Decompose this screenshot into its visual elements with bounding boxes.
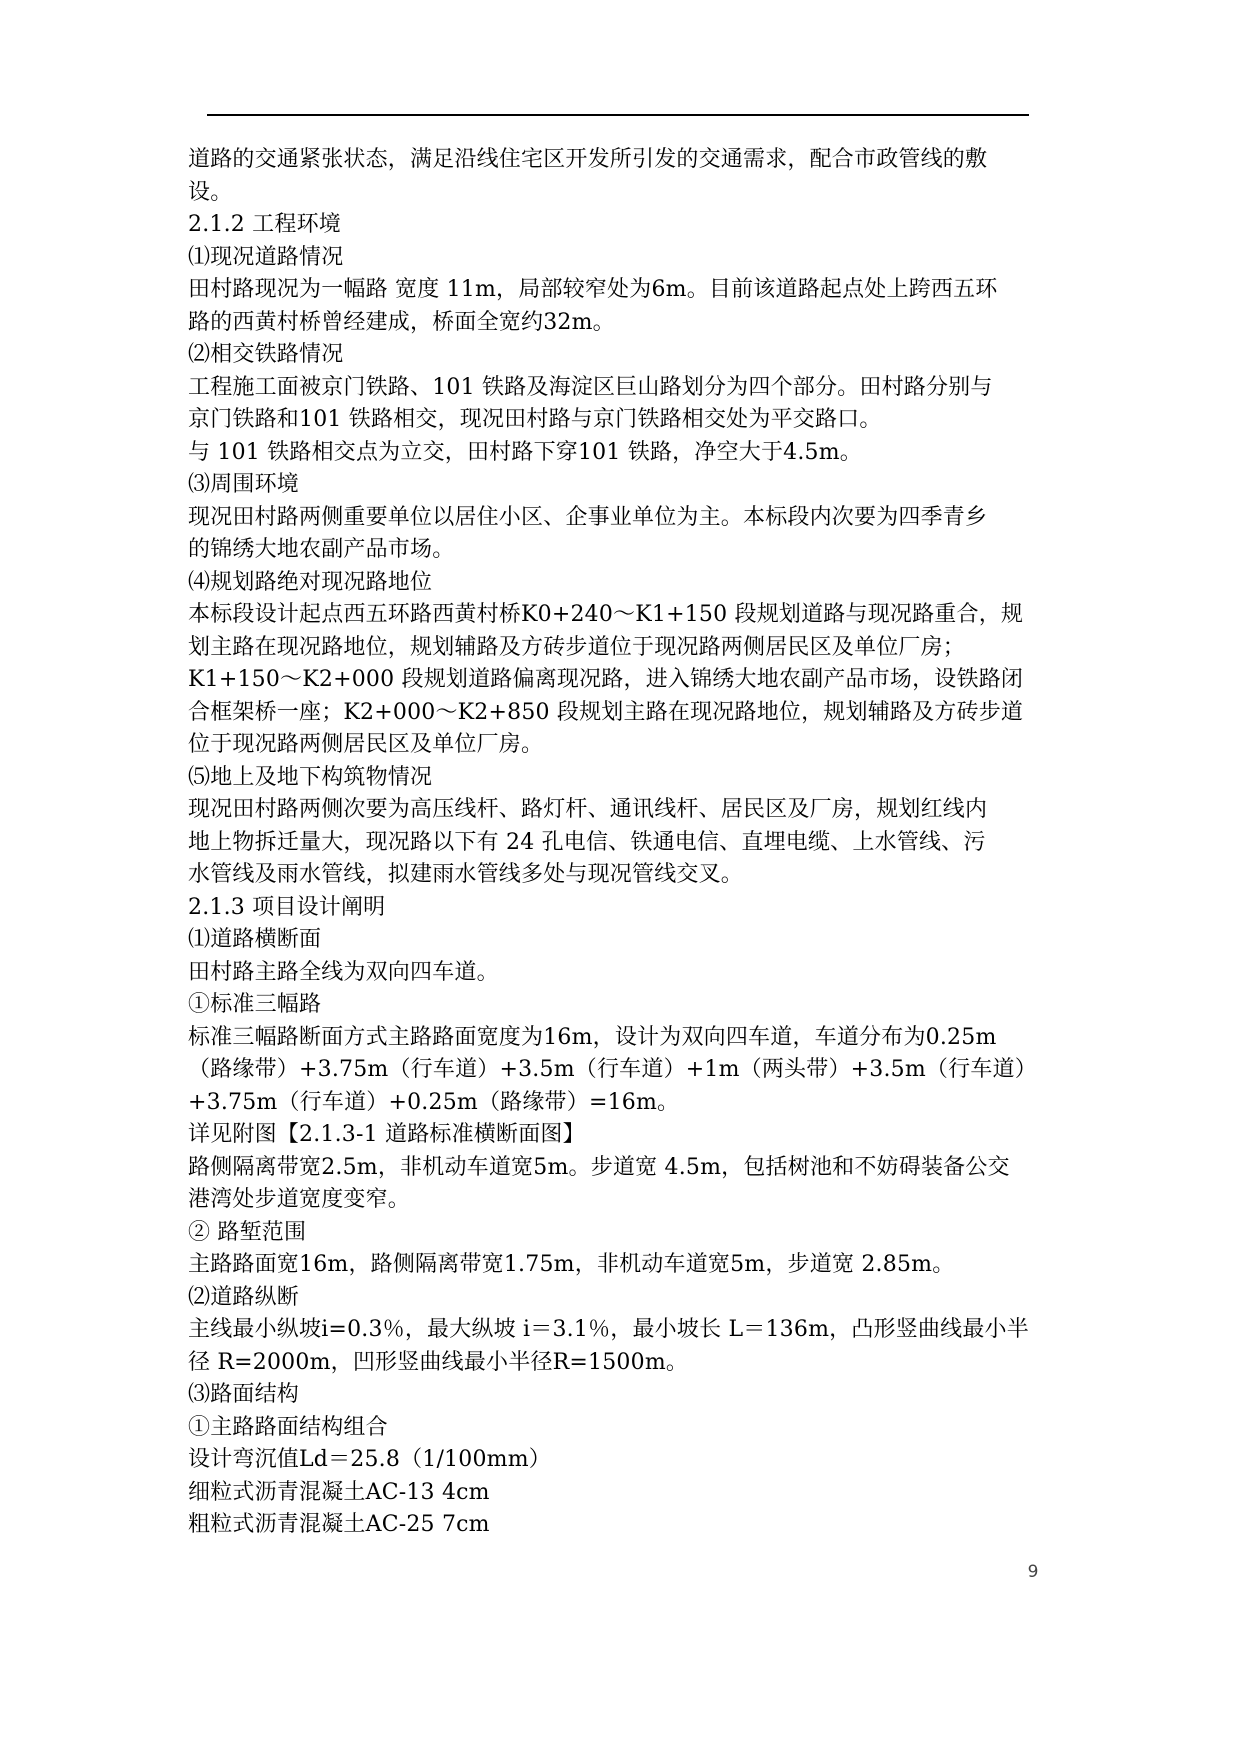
text-line: （路缘带）+3.75m（行车道）+3.5m（行车道）+1m（两头带）+3.5m（行车道）	[188, 1057, 1037, 1082]
text-line: 地上物拆迁量大，现况路以下有 24 孔电信、铁通电信、直埋电缆、上水管线、污	[188, 829, 986, 855]
text-line: ⑶周围环境	[188, 472, 300, 497]
text-line: +3.75m（行车道）+0.25m（路缘带）=16m。	[188, 1089, 680, 1115]
text-line: 主线最小纵坡i=0.3％，最大纵坡 i＝3.1％，最小坡长 L＝136m，凸形竖曲线最小半	[188, 1317, 1029, 1342]
text-line: 现况田村路两侧重要单位以居住小区、企事业单位为主。本标段内次要为四季青乡	[188, 504, 988, 530]
text-line: ⑴道路横断面	[188, 927, 322, 952]
text-line: 本标段设计起点西五环路西黄村桥K0+240～K1+150 段规划道路与现况路重合，规	[188, 602, 1024, 627]
text-line: 现况田村路两侧次要为高压线杆、路灯杆、通讯线杆、居民区及厂房，规划红线内	[188, 797, 988, 822]
text-line: ①标准三幅路	[188, 992, 322, 1017]
text-line: 港湾处步道宽度变窄。	[188, 1187, 411, 1212]
text-line: 道路的交通紧张状态，满足沿线住宅区开发所引发的交通需求，配合市政管线的敷	[188, 147, 988, 172]
text-line: ⑶路面结构	[188, 1382, 300, 1407]
text-line: 田村路现况为一幅路 宽度 11m，局部较窄处为6m。目前该道路起点处上跨西五环	[188, 277, 998, 302]
text-line: ② 路堑范围	[188, 1219, 307, 1245]
text-line: 的锦绣大地农副产品市场。	[188, 537, 455, 562]
text-line: 路侧隔离带宽2.5m，非机动车道宽5m。步道宽 4.5m，包括树池和不妨碍装备公交	[188, 1154, 1010, 1180]
document-body	[188, 144, 1068, 1542]
page-number: 9	[1027, 1562, 1039, 1582]
text-line: ⑵道路纵断	[188, 1284, 300, 1310]
text-line: 粗粒式沥青混凝土AC-25 7cm	[188, 1512, 490, 1537]
text-line: 2.1.2 工程环境	[188, 212, 341, 237]
text-line: ⑸地上及地下构筑物情况	[188, 764, 433, 790]
text-line: K1+150～K2+000 段规划道路偏离现况路，进入锦绣大地农副产品市场，设铁路闭	[188, 667, 1024, 692]
text-line: ⑴现况道路情况	[188, 244, 344, 270]
text-line: 合框架桥一座；K2+000～K2+850 段规划主路在现况路地位，规划辅路及方砖步道	[188, 699, 1024, 725]
text-line: 主路路面宽16m，路侧隔离带宽1.75m，非机动车道宽5m，步道宽 2.85m。	[188, 1252, 955, 1277]
text-line: ⑵相交铁路情况	[188, 342, 344, 367]
text-line: 设。	[188, 179, 233, 205]
header-rule	[207, 114, 1029, 116]
text-line: ①主路路面结构组合	[188, 1414, 388, 1440]
text-line: 设计弯沉值Ld＝25.8（1/100mm）	[188, 1447, 552, 1472]
text-line: 细粒式沥青混凝土AC-13 4cm	[188, 1479, 490, 1505]
text-line: 与 101 铁路相交点为立交，田村路下穿101 铁路，净空大于4.5m。	[188, 439, 863, 465]
text-line: 路的西黄村桥曾经建成，桥面全宽约32m。	[188, 309, 615, 335]
text-line: 详见附图【2.1.3-1 道路标准横断面图】	[188, 1122, 585, 1147]
text-line: 划主路在现况路地位，规划辅路及方砖步道位于现况路两侧居民区及单位厂房；	[188, 634, 966, 660]
text-line: 2.1.3 项目设计阐明	[188, 894, 386, 920]
text-line: 径 R=2000m，凹形竖曲线最小半径R=1500m。	[188, 1349, 689, 1375]
text-line: 水管线及雨水管线，拟建雨水管线多处与现况管线交叉。	[188, 862, 744, 887]
text-line: 田村路主路全线为双向四车道。	[188, 959, 499, 985]
text-line: 位于现况路两侧居民区及单位厂房。	[188, 732, 544, 757]
text-line: 工程施工面被京门铁路、101 铁路及海淀区巨山路划分为四个部分。田村路分别与	[188, 374, 993, 400]
text-line: ⑷规划路绝对现况路地位	[188, 569, 433, 595]
text-line: 标准三幅路断面方式主路路面宽度为16m，设计为双向四车道，车道分布为0.25m	[188, 1024, 997, 1050]
text-line: 京门铁路和101 铁路相交，现况田村路与京门铁路相交处为平交路口。	[188, 407, 882, 432]
